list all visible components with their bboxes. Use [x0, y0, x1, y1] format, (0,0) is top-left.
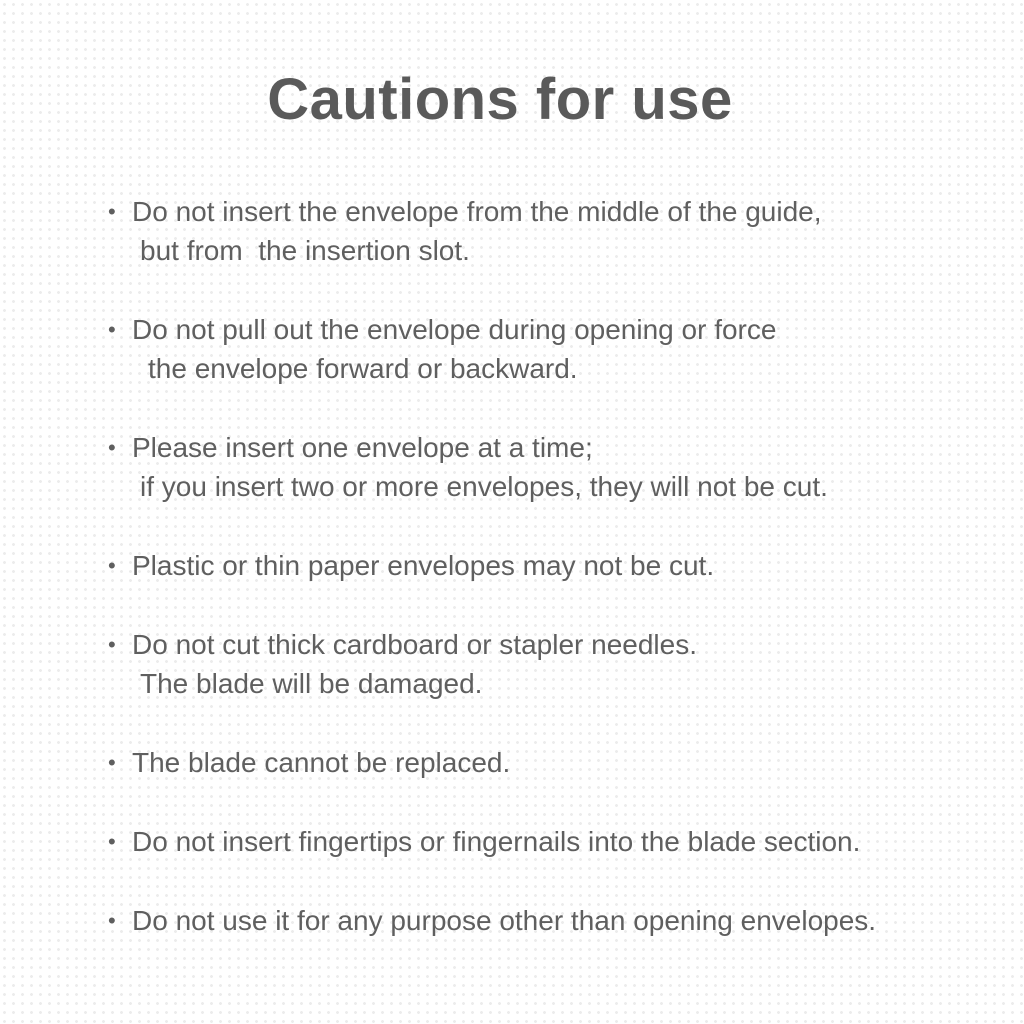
caution-text-line: but from the insertion slot. [140, 235, 470, 266]
caution-text-line: Do not insert the envelope from the middle of the guide, [132, 196, 822, 227]
bullet-icon: • [108, 750, 116, 775]
bullet-icon: • [108, 632, 116, 657]
caution-text-line: Do not cut thick cardboard or stapler needles. [132, 629, 697, 660]
caution-text-line: if you insert two or more envelopes, they will not be cut. [140, 471, 828, 502]
caution-text-line: Do not insert fingertips or fingernails into the blade section. [132, 826, 861, 857]
page-title: Cautions for use [267, 67, 733, 132]
caution-item [108, 743, 1008, 782]
bullet-icon: • [108, 908, 116, 933]
caution-text-line: Do not pull out the envelope during opening or force [132, 314, 777, 345]
caution-text-line: Please insert one envelope at a time; [132, 432, 593, 463]
bullet-icon: • [108, 435, 116, 460]
caution-text-line: the envelope forward or backward. [148, 353, 578, 384]
caution-text-line: Plastic or thin paper envelopes may not be cut. [132, 550, 715, 581]
bullet-icon: • [108, 829, 116, 854]
caution-text-line: Do not use it for any purpose other than opening envelopes. [132, 905, 877, 936]
bullet-icon: • [108, 199, 116, 224]
bullet-icon: • [108, 317, 116, 342]
caution-item [108, 625, 1008, 703]
bullet-icon: • [108, 553, 116, 578]
caution-item [108, 428, 1008, 506]
caution-text-line: The blade cannot be replaced. [132, 747, 511, 778]
caution-list [108, 192, 1008, 940]
caution-item [108, 822, 1008, 861]
caution-item [108, 310, 1008, 388]
caution-item [108, 901, 1008, 940]
caution-text-line: The blade will be damaged. [140, 668, 483, 699]
caution-item [108, 546, 1008, 585]
caution-item [108, 192, 1008, 270]
